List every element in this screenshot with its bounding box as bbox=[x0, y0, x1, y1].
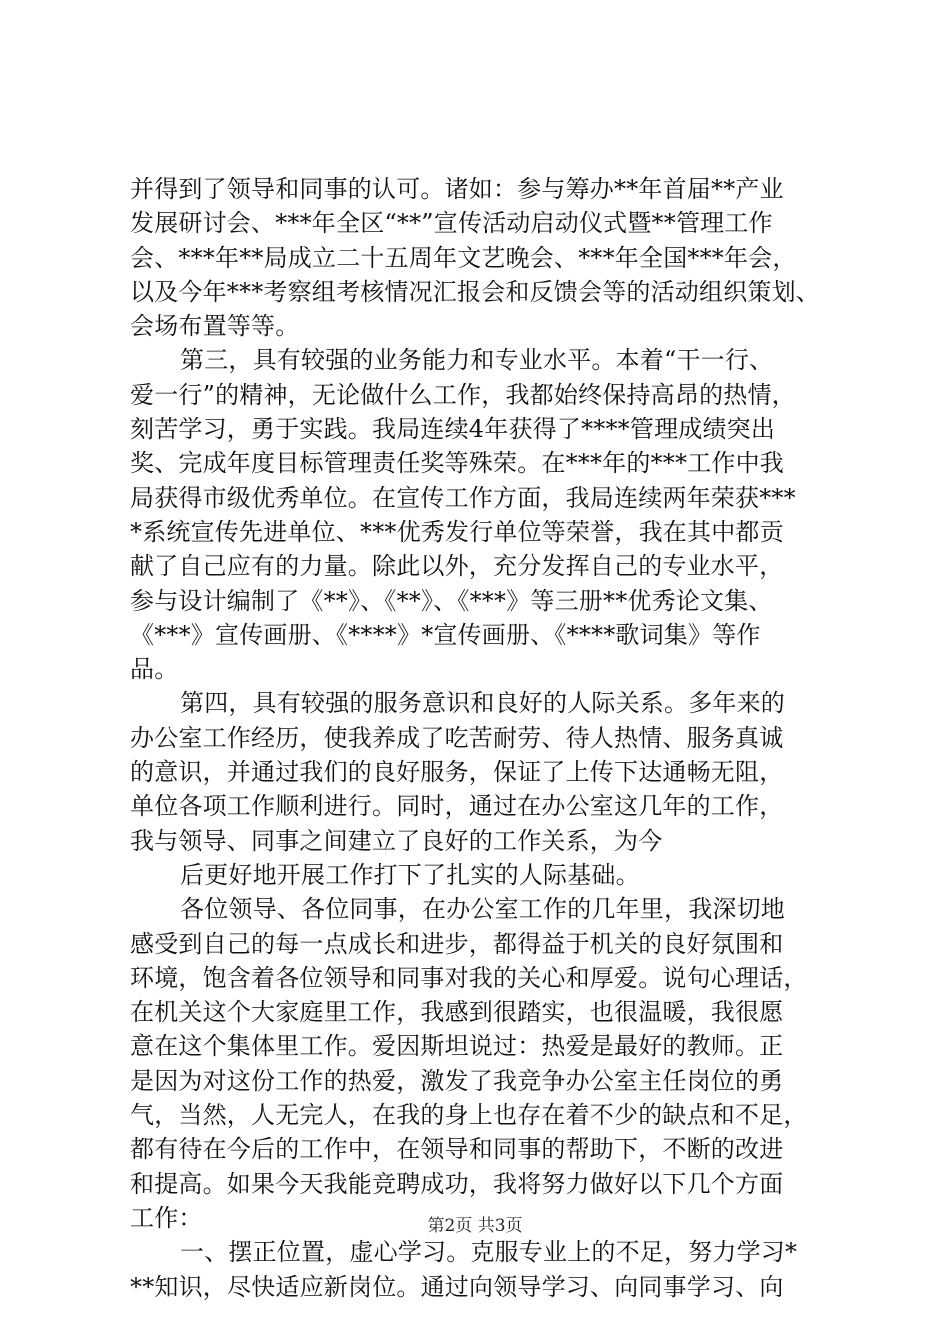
paragraph-start-line: 一、摆正位置，虚心学习。克服专业上的不足，努力学习* bbox=[180, 1238, 798, 1267]
text-line: 以及今年***考察组考核情况汇报会和反馈会等的活动组织策划、 bbox=[130, 277, 820, 306]
paragraph-start-line: 第三，具有较强的业务能力和专业水平。本着“干一行、 bbox=[180, 346, 774, 375]
text-line: 都有待在今后的工作中，在领导和同事的帮助下，不断的改进 bbox=[130, 1135, 784, 1164]
paragraph-start-line: 后更好地开展工作打下了扎实的人际基础。 bbox=[180, 860, 640, 889]
text-line: 单位各项工作顺利进行。同时，通过在办公室这几年的工作， bbox=[130, 792, 784, 821]
text-line: 意在这个集体里工作。爱因斯坦说过：热爱是最好的教师。正 bbox=[130, 1032, 784, 1061]
text-line: **知识，尽快适应新岗位。通过向领导学习、向同事学习、向 bbox=[130, 1272, 784, 1301]
text-line: 爱一行”的精神，无论做什么工作，我都始终保持高昂的热情， bbox=[130, 380, 796, 409]
text-line: 感受到自己的每一点成长和进步，都得益于机关的良好氛围和 bbox=[130, 929, 784, 958]
text-line: 的意识，并通过我们的良好服务，保证了上传下达通畅无阻， bbox=[130, 758, 784, 787]
text-line: 是因为对这份工作的热爱，激发了我竞争办公室主任岗位的勇 bbox=[130, 1066, 784, 1095]
text-line: 会、***年**局成立二十五周年文艺晚会、***年全国***年会， bbox=[130, 243, 797, 272]
text-line: 奖、完成年度目标管理责任奖等殊荣。在***年的***工作中我 bbox=[130, 449, 784, 478]
paragraph-start-line: 各位领导、各位同事，在办公室工作的几年里，我深切地 bbox=[180, 895, 785, 924]
text-line: 会场布置等等。 bbox=[130, 312, 300, 341]
text-line: 工作： bbox=[130, 1203, 203, 1232]
text-line: 刻苦学习，勇于实践。我局连续4年获得了****管理成绩突出 bbox=[130, 415, 776, 444]
page-footer: 第2页 共3页 bbox=[427, 1216, 523, 1236]
text-line: 发展研讨会、***年全区“**”宣传活动启动仪式暨**管理工作 bbox=[130, 209, 773, 238]
text-line: 在机关这个大家庭里工作，我感到很踏实，也很温暖，我很愿 bbox=[130, 998, 784, 1027]
text-line: 品。 bbox=[130, 655, 179, 684]
text-line: 和提高。如果今天我能竞聘成功，我将努力做好以下几个方面 bbox=[130, 1169, 784, 1198]
text-line: 气，当然，人无完人，在我的身上也存在着不少的缺点和不足， bbox=[130, 1101, 808, 1130]
text-line: 参与设计编制了《**》、《**》、《***》等三册**优秀论文集、 bbox=[130, 586, 773, 615]
text-line: 环境，饱含着各位领导和同事对我的关心和厚爱。说句心理话， bbox=[130, 963, 808, 992]
text-line: 献了自己应有的力量。除此以外，充分发挥自己的专业水平， bbox=[130, 552, 784, 581]
text-line: 并得到了领导和同事的认可。诸如：参与筹办**年首届**产业 bbox=[130, 175, 784, 203]
text-line: 我与领导、同事之间建立了良好的工作关系，为今 bbox=[130, 826, 663, 855]
text-line: 局获得市级优秀单位。在宣传工作方面，我局连续两年荣获*** bbox=[130, 483, 796, 512]
paragraph-start-line: 第四，具有较强的服务意识和良好的人际关系。多年来的 bbox=[180, 689, 785, 718]
text-line: *系统宣传先进单位、***优秀发行单位等荣誉，我在其中都贡 bbox=[130, 517, 784, 546]
text-line: 办公室工作经历，使我养成了吃苦耐劳、待人热情、服务真诚 bbox=[130, 723, 784, 752]
text-line: 《***》宣传画册、《****》*宣传画册、《****歌词集》等作 bbox=[130, 620, 761, 649]
body-text bbox=[130, 172, 830, 1304]
